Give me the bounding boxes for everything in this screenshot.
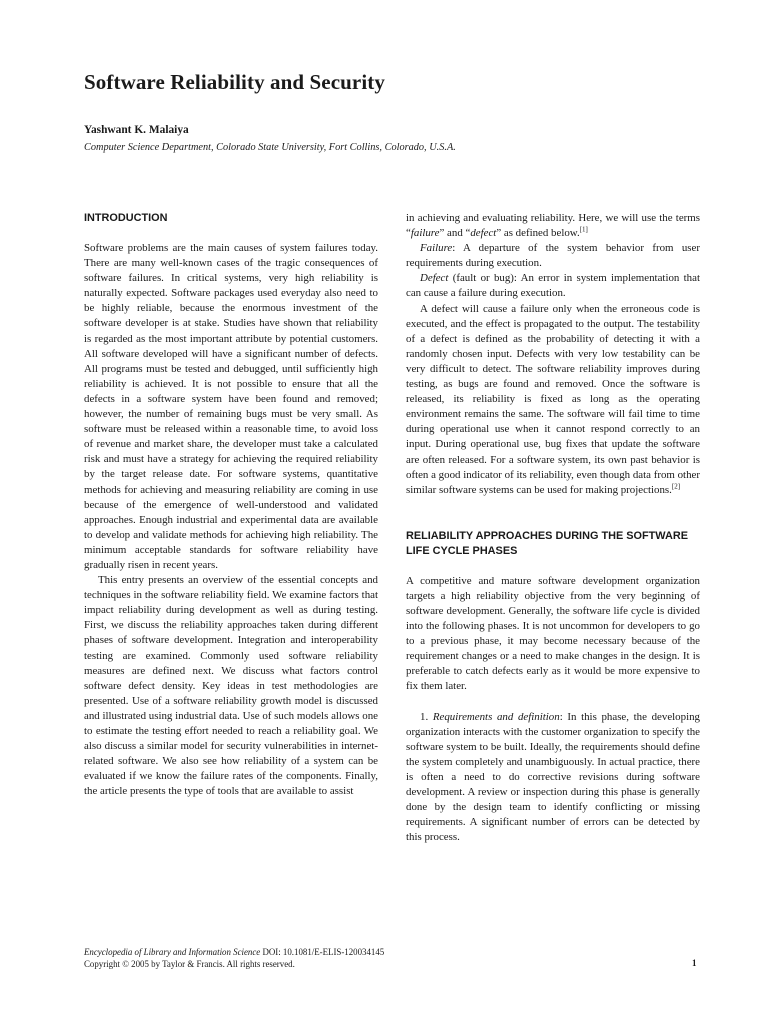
author-affiliation: Computer Science Department, Colorado State University, Fort Collins, Colorado, U.S.A. (84, 142, 456, 153)
author-name: Yashwant K. Malaiya (84, 124, 189, 136)
right-column (406, 211, 700, 845)
intro-paragraph-1: Software problems are the main causes of system failures today. There are many well-known cases of the tragic consequences of software failures. In critical systems, very high reliability is naturally expected. Software packages used everyday also need to be highly reliable, because the enormous investment of the software developer is at stake. Studies have shown that reliability is regarded as the most important attribute by potential customers. All software developed will have a significant number of defects. All programs must be tested and debugged, until sufficiently high reliability is achieved. It is not possible to ensure that all the defects in a software system have been found and removed; however, the number of remaining bugs must be very small. As software must be released within a reasonable time, to avoid loss of revenue and market share, the developer must take a calculated risk and must have a strategy for achieving the required reliability by the target release date. For software systems, quantitative methods for achieving and measuring reliability are coming in use because of the emergence of well-understood and validated approaches. Enough industrial and experimental data are available to develop and validate methods for achieving high reliability. The minimum acceptable standards for software reliability have gradually risen in recent years. (84, 242, 378, 571)
requirements-item: 1. Requirements and definition: In this phase, the developing organization interacts with the customer organization to specify the software system to be built. Ideally, the requirements should define the system completely and unambiguously. In actual practice, there is often a need to do corrective revisions during software development. A review or inspection during this phase is generally done by the design team to identify conflicting or missing requirements. A significant number of errors can be detected by this process. (406, 710, 700, 844)
copyright-text: Copyright © 2005 by Taylor & Francis. All rights reserved. (84, 959, 295, 969)
intro-paragraph-3: in achieving and evaluating reliability. Here, we will use the terms “failure” and “defect” as defined below.[1] (406, 212, 700, 240)
intro-paragraph-2: This entry presents an overview of the essential concepts and techniques in the software reliability field. We examine factors that impact reliability during development as well as during testing. First, we discuss the reliability approaches taken during different phases of software development. Integration and interoperability testing are examined. Commonly used software reliability measures are defined next. We discuss what factors control software defect density. Key ideas in test methodologies are presented. Use of a software reliability growth model is discussed and illustrated using industrial data. Use of such models allows one to estimate the testing effort needed to reach a reliability goal. We also discuss a similar model for security vulnerabilities in internet-related software. We also see how reliability of a system can be evaluated if we know the failure rates of the components. Finally, the article presents the type of tools that are available to assist (84, 574, 378, 798)
citation-2: [2] (671, 482, 681, 491)
intro-paragraph-4: A defect will cause a failure only when the erroneous code is executed, and the effect is propagated to the output. The testability of a defect is defined as the probability of detecting it with a randomly chosen input. Defects with very low testability can be very difficult to detect. The software reliability improves during testing, as bugs are found and removed. Once the software is released, its reliability is fixed as long as the operating environment remains the same. The software will fail time to time during operational use when it cannot respond correctly to an input. During operational use, bug fixes that update the software are often released. For a software system, its own past behavior is often a good indicator of its reliability, even though data from other similar software systems can be used for making projections.[2] (406, 302, 700, 496)
defect-definition: Defect (fault or bug): An error in system implementation that can cause a failure during execution. (406, 272, 700, 300)
page-number: 1 (692, 958, 697, 968)
reliability-paragraph-1: A competitive and mature software development organization targets a high reliability objective from the very beginning of software development. Generally, the software life cycle is divided into the following phases. It is not uncommon for developers to go to a previous phase, it may become necessary because of the requirement changes or a need to make changes in the design. It is preferable to catch defects early as it would be more expensive to fix them later. (406, 574, 700, 693)
journal-name: Encyclopedia of Library and Information Science (84, 947, 261, 957)
citation-1: [1] (579, 225, 588, 234)
reliability-approaches-heading: RELIABILITY APPROACHES DURING THE SOFTWARE LIFE CYCLE PHASES (406, 529, 688, 557)
doi-text: DOI: 10.1081/E-ELIS-120034145 (260, 947, 385, 957)
page-footer (84, 946, 384, 970)
failure-definition: Failure: A departure of the system behavior from user requirements during execution. (406, 242, 700, 270)
left-column (84, 211, 378, 799)
article-title: Software Reliability and Security (84, 70, 385, 94)
introduction-heading: INTRODUCTION (84, 212, 168, 224)
